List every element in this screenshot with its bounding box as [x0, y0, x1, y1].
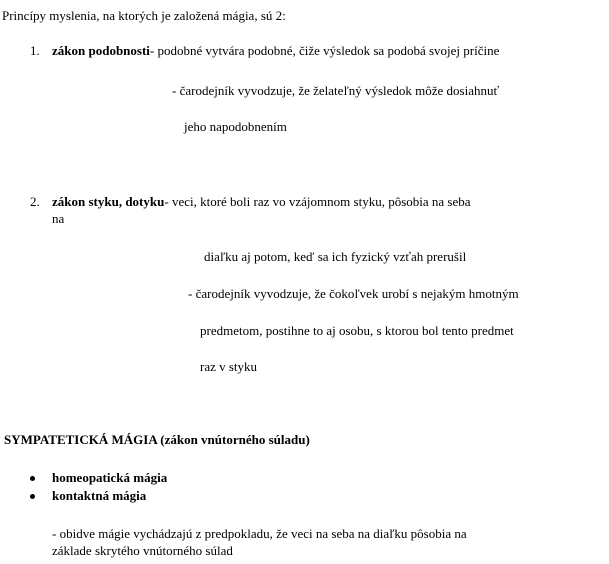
bullet-item-homeopaticka: homeopatická mágia	[52, 470, 168, 485]
section-note-line2: základe skrytého vnútorného súlad	[52, 543, 233, 558]
section-note-line1: - obidve mágie vychádzajú z predpokladu, že veci na seba na diaľku pôsobia na	[52, 526, 467, 541]
bullet-item-kontaktna: kontaktná mágia	[52, 488, 147, 503]
item1-note-line1: - čarodejník vyvodzuje, že želateľný výsledok môže dosiahnuť	[172, 83, 500, 98]
bullet-dot-icon	[30, 494, 35, 499]
item2-note-line2: predmetom, postihne to aj osobu, s ktorou bol tento predmet	[200, 323, 514, 338]
section-heading: SYMPATETICKÁ MÁGIA (zákon vnútorného súladu)	[4, 432, 310, 447]
intro-line: Princípy myslenia, na ktorých je založená mágia, sú 2:	[2, 8, 286, 23]
item2-definition: - veci, ktoré boli raz vo vzájomnom styku, pôsobia na seba	[164, 194, 471, 209]
item1-note-line2: jeho napodobnením	[184, 119, 287, 134]
item1-line	[52, 43, 499, 58]
item2-line	[52, 194, 471, 209]
item2-term: zákon styku, dotyku	[52, 194, 165, 209]
item2-number: 2.	[30, 194, 40, 209]
item1-definition: - podobné vytvára podobné, čiže výsledok sa podobá svojej príčine	[149, 43, 500, 58]
item2-wrap: na	[52, 211, 65, 226]
item1-term: zákon podobnosti	[52, 43, 150, 58]
item2-note-line3: raz v styku	[200, 359, 258, 374]
item2-note-line1: - čarodejník vyvodzuje, že čokoľvek urobí s nejakým hmotným	[188, 286, 519, 301]
item1-number: 1.	[30, 43, 40, 58]
item2-definition-line2: diaľku aj potom, keď sa ich fyzický vzťah prerušil	[204, 249, 467, 264]
bullet-dot-icon	[30, 476, 35, 481]
